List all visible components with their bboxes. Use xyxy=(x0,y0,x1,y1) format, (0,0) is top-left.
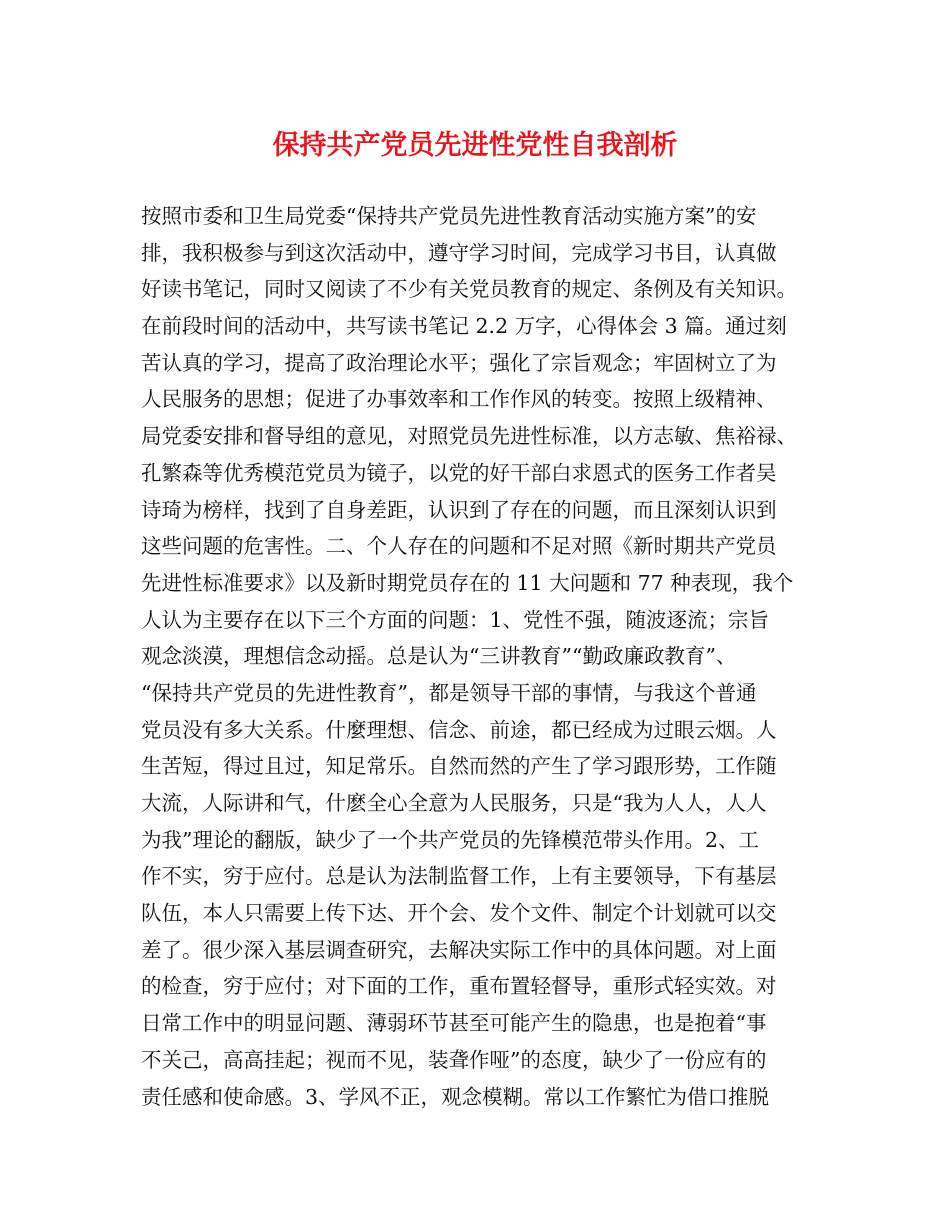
body-line: 诗琦为榜样，找到了自身差距，认识到了存在的问题，而且深刻认识到 xyxy=(141,497,777,522)
body-line: 责任感和使命感。3、学风不正，观念模糊。常以工作繁忙为借口推脱 xyxy=(141,1084,770,1109)
body-line: 这些问题的危害性。二、个人存在的问题和不足对照《新时期共产党员 xyxy=(141,534,777,559)
body-line: 局党委安排和督导组的意见，对照党员先进性标准，以方志敏、焦裕禄、 xyxy=(141,424,797,449)
body-line: 排，我积极参与到这次活动中，遵守学习时间，完成学习书目，认真做 xyxy=(141,240,777,265)
body-line: 孔繁森等优秀模范党员为镜子，以党的好干部白求恩式的医务工作者吴 xyxy=(141,460,777,485)
body-line: 队伍，本人只需要上传下达、开个会、发个文件、制定个计划就可以交 xyxy=(141,901,777,926)
body-line: 不关己，高高挂起；视而不见，装聋作哑”的态度，缺少了一份应有的 xyxy=(141,1047,767,1072)
body-line: 先进性标准要求》以及新时期党员存在的 11 大问题和 77 种表现，我个 xyxy=(141,570,794,595)
body-line: 观念淡漠，理想信念动摇。总是认为“三讲教育”“勤政廉政教育”、 xyxy=(141,644,737,669)
body-line: 人民服务的思想；促进了办事效率和工作作风的转变。按照上级精神、 xyxy=(141,387,777,412)
body-line: 人认为主要存在以下三个方面的问题：1、党性不强，随波逐流；宗旨 xyxy=(141,607,770,632)
body-line: “保持共产党员的先进性教育”，都是领导干部的事情，与我这个普通 xyxy=(141,680,757,705)
body-line: 生苦短，得过且过，知足常乐。自然而然的产生了学习跟形势，工作随 xyxy=(141,754,777,779)
body-line: 差了。很少深入基层调查研究，去解决实际工作中的具体问题。对上面 xyxy=(141,937,777,962)
body-line: 日常工作中的明显问题、薄弱环节甚至可能产生的隐患，也是抱着“事 xyxy=(141,1011,767,1036)
body-line: 党员没有多大关系。什麼理想、信念、前途，都已经成为过眼云烟。人 xyxy=(141,717,777,742)
body-line: 为我”理论的翻版，缺少了一个共产党员的先锋模范带头作用。2、工 xyxy=(141,827,760,852)
body-line: 在前段时间的活动中，共写读书笔记 2.2 万字，心得体会 3 篇。通过刻 xyxy=(141,314,787,339)
body-line: 大流，人际讲和气，什麽全心全意为人民服务，只是“我为人人，人人 xyxy=(141,791,767,815)
document-title: 保持共产党员先进性党性自我剖析 xyxy=(272,130,678,161)
body-line: 按照市委和卫生局党委“保持共产党员先进性教育活动实施方案”的安 xyxy=(141,204,757,228)
document-body xyxy=(141,198,821,1115)
body-line: 苦认真的学习，提高了政治理论水平；强化了宗旨观念；牢固树立了为 xyxy=(141,350,777,375)
body-line: 好读书笔记，同时又阅读了不少有关党员教育的规定、条例及有关知识。 xyxy=(141,277,797,302)
body-line: 的检查，穷于应付；对下面的工作，重布置轻督导，重形式轻实效。对 xyxy=(141,974,777,999)
body-line: 作不实，穷于应付。总是认为法制监督工作，上有主要领导，下有基层 xyxy=(141,864,777,889)
